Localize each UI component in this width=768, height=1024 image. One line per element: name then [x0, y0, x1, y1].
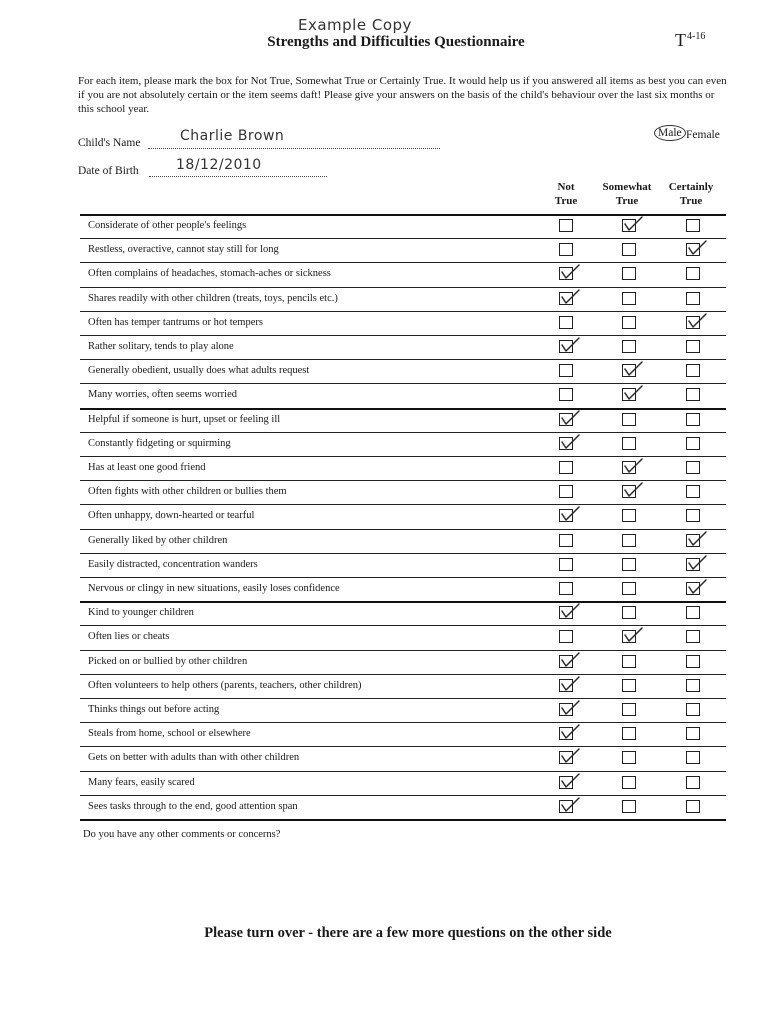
item-label: Thinks things out before acting — [88, 704, 220, 715]
checkbox-somewhat-true[interactable] — [622, 364, 636, 377]
column-header-certainly-true — [656, 180, 726, 208]
column-header-line2: True — [554, 195, 578, 207]
checkbox-certainly-true[interactable] — [686, 558, 700, 571]
check-mark-icon — [559, 433, 581, 451]
turn-over-note: Please turn over - there are a few more questions on the other side — [204, 925, 612, 941]
item-label: Restless, overactive, cannot stay still for long — [88, 244, 279, 256]
checkbox-not-true[interactable] — [559, 292, 573, 305]
form-code-letter: T — [675, 30, 686, 50]
checkbox-somewhat-true[interactable] — [622, 413, 636, 426]
checkbox-somewhat-true[interactable] — [622, 800, 636, 813]
checkbox-not-true[interactable] — [559, 679, 573, 692]
item-label: Generally liked by other children — [88, 534, 228, 546]
checkbox-somewhat-true[interactable] — [622, 461, 636, 474]
column-header-line2: True — [615, 195, 639, 207]
check-mark-icon — [559, 505, 581, 523]
item-label: Picked on or bullied by other children — [88, 655, 248, 667]
check-mark-icon — [686, 530, 708, 548]
item-label: Often fights with other children or bullies them — [88, 486, 287, 498]
item-label: Kind to younger children — [88, 607, 194, 619]
checkbox-somewhat-true[interactable] — [622, 437, 636, 450]
row-divider — [80, 795, 726, 796]
sex-option-male[interactable]: Male — [654, 125, 686, 141]
check-mark-icon — [559, 675, 581, 693]
checkbox-somewhat-true[interactable] — [622, 727, 636, 740]
checkbox-somewhat-true[interactable] — [622, 219, 636, 232]
child-name-line — [148, 148, 440, 149]
dob-label: Date of Birth — [78, 165, 139, 177]
checkbox-certainly-true[interactable] — [686, 630, 700, 643]
checkbox-somewhat-true[interactable] — [622, 243, 636, 256]
form-code-age-range: 4-16 — [687, 31, 706, 42]
checkbox-somewhat-true[interactable] — [622, 606, 636, 619]
checkbox-not-true[interactable] — [559, 364, 573, 377]
checkbox-not-true[interactable] — [559, 630, 573, 643]
checkbox-somewhat-true[interactable] — [622, 655, 636, 668]
check-mark-icon — [622, 626, 644, 644]
checkbox-not-true[interactable] — [559, 727, 573, 740]
check-mark-icon — [686, 578, 708, 596]
item-label: Often has temper tantrums or hot tempers — [88, 316, 263, 328]
checkbox-somewhat-true[interactable] — [622, 485, 636, 498]
row-divider — [80, 287, 726, 288]
checkbox-somewhat-true[interactable] — [622, 534, 636, 547]
row-divider — [80, 722, 726, 723]
checkbox-certainly-true[interactable] — [686, 267, 700, 280]
checkbox-not-true[interactable] — [559, 388, 573, 401]
checkbox-not-true[interactable] — [559, 437, 573, 450]
checkbox-certainly-true[interactable] — [686, 437, 700, 450]
check-mark-icon — [559, 699, 581, 717]
row-divider — [80, 650, 726, 651]
item-label: Many fears, easily scared — [88, 776, 195, 788]
item-label: Often lies or cheats — [88, 631, 170, 643]
row-divider — [80, 601, 726, 603]
checkbox-not-true[interactable] — [559, 534, 573, 547]
check-mark-icon — [559, 796, 581, 814]
checkbox-not-true[interactable] — [559, 800, 573, 813]
checkbox-certainly-true[interactable] — [686, 509, 700, 522]
check-mark-icon — [686, 554, 708, 572]
checkbox-certainly-true[interactable] — [686, 800, 700, 813]
row-divider — [80, 746, 726, 747]
row-divider — [80, 553, 726, 554]
row-divider — [80, 698, 726, 699]
checkbox-certainly-true[interactable] — [686, 340, 700, 353]
item-label: Rather solitary, tends to play alone — [88, 341, 234, 352]
checkbox-somewhat-true[interactable] — [622, 509, 636, 522]
checkbox-not-true[interactable] — [559, 243, 573, 256]
item-label: Helpful if someone is hurt, upset or feeling ill — [88, 413, 281, 425]
check-mark-icon — [559, 409, 581, 427]
checkbox-somewhat-true[interactable] — [622, 582, 636, 595]
item-label: Sees tasks through to the end, good attention span — [88, 800, 298, 812]
column-header-not-true — [531, 180, 601, 208]
row-divider — [80, 529, 726, 530]
instructions-text: For each item, please mark the box for Not True, Somewhat True or Certainly True. It would help us if you answered all items as best you can even if you are not absolutely certain or the item seems daft! Please give your answers on the basis of the child's behaviour over the last six months or this school year. — [78, 75, 727, 115]
check-mark-icon — [686, 239, 708, 257]
check-mark-icon — [559, 651, 581, 669]
row-divider — [80, 771, 726, 772]
row-divider — [80, 577, 726, 578]
check-mark-icon — [622, 457, 644, 475]
row-divider — [80, 819, 726, 821]
check-mark-icon — [686, 312, 708, 330]
checkbox-certainly-true[interactable] — [686, 485, 700, 498]
checkbox-not-true[interactable] — [559, 655, 573, 668]
checkbox-certainly-true[interactable] — [686, 727, 700, 740]
checkbox-not-true[interactable] — [559, 413, 573, 426]
comments-question: Do you have any other comments or concerns? — [83, 829, 281, 840]
item-label: Gets on better with adults than with other children — [88, 752, 300, 764]
row-divider — [80, 674, 726, 675]
check-mark-icon — [622, 215, 644, 233]
item-label: Often unhappy, down-hearted or tearful — [88, 510, 255, 522]
checkbox-certainly-true[interactable] — [686, 316, 700, 329]
checkbox-not-true[interactable] — [559, 219, 573, 232]
checkbox-not-true[interactable] — [559, 485, 573, 498]
checkbox-not-true[interactable] — [559, 267, 573, 280]
check-mark-icon — [559, 723, 581, 741]
item-label: Nervous or clingy in new situations, easily loses confidence — [88, 583, 340, 594]
checkbox-not-true[interactable] — [559, 461, 573, 474]
checkbox-certainly-true[interactable] — [686, 364, 700, 377]
dob-field[interactable]: 18/12/2010 — [176, 157, 262, 173]
check-mark-icon — [559, 336, 581, 354]
row-divider — [80, 311, 726, 312]
item-label: Steals from home, school or elsewhere — [88, 728, 251, 740]
form-code — [675, 30, 705, 51]
checkbox-somewhat-true[interactable] — [622, 751, 636, 764]
item-label: Constantly fidgeting or squirming — [88, 437, 231, 449]
item-label: Often complains of headaches, stomach-aches or sickness — [88, 268, 331, 280]
checkbox-certainly-true[interactable] — [686, 388, 700, 401]
checkbox-certainly-true[interactable] — [686, 751, 700, 764]
check-mark-icon — [622, 481, 644, 499]
column-header-line2: True — [679, 195, 703, 207]
checkbox-somewhat-true[interactable] — [622, 703, 636, 716]
checkbox-not-true[interactable] — [559, 582, 573, 595]
checkbox-certainly-true[interactable] — [686, 292, 700, 305]
checkbox-certainly-true[interactable] — [686, 534, 700, 547]
checkbox-certainly-true[interactable] — [686, 582, 700, 595]
checkbox-not-true[interactable] — [559, 316, 573, 329]
check-mark-icon — [559, 263, 581, 281]
checkbox-certainly-true[interactable] — [686, 679, 700, 692]
checkbox-somewhat-true[interactable] — [622, 679, 636, 692]
column-header-line1: Certainly — [668, 181, 714, 193]
row-divider — [80, 408, 726, 410]
checkbox-certainly-true[interactable] — [686, 776, 700, 789]
item-label: Many worries, often seems worried — [88, 389, 237, 401]
column-header-line1: Not — [557, 181, 575, 193]
checkbox-certainly-true[interactable] — [686, 703, 700, 716]
checkbox-certainly-true[interactable] — [686, 243, 700, 256]
checkbox-certainly-true[interactable] — [686, 606, 700, 619]
item-label: Easily distracted, concentration wanders — [88, 558, 258, 570]
row-divider — [80, 432, 726, 433]
column-header-somewhat-true — [592, 180, 662, 208]
checkbox-not-true[interactable] — [559, 606, 573, 619]
checkbox-not-true[interactable] — [559, 340, 573, 353]
checkbox-not-true[interactable] — [559, 558, 573, 571]
checkbox-not-true[interactable] — [559, 776, 573, 789]
child-name-label: Child's Name — [78, 137, 141, 149]
child-name-field[interactable]: Charlie Brown — [180, 128, 285, 144]
item-label: Shares readily with other children (treats, toys, pencils etc.) — [88, 292, 338, 304]
check-mark-icon — [559, 288, 581, 306]
checkbox-somewhat-true[interactable] — [622, 340, 636, 353]
checkbox-not-true[interactable] — [559, 751, 573, 764]
checkbox-not-true[interactable] — [559, 703, 573, 716]
checkbox-somewhat-true[interactable] — [622, 316, 636, 329]
check-mark-icon — [559, 772, 581, 790]
checkbox-somewhat-true[interactable] — [622, 776, 636, 789]
checkbox-somewhat-true[interactable] — [622, 630, 636, 643]
row-divider — [80, 238, 726, 239]
example-copy-annotation: Example Copy — [298, 16, 412, 34]
check-mark-icon — [622, 360, 644, 378]
checkbox-somewhat-true[interactable] — [622, 292, 636, 305]
item-label: Considerate of other people's feelings — [88, 220, 247, 231]
checkbox-certainly-true[interactable] — [686, 219, 700, 232]
checkbox-somewhat-true[interactable] — [622, 267, 636, 280]
checkbox-certainly-true[interactable] — [686, 413, 700, 426]
checkbox-not-true[interactable] — [559, 509, 573, 522]
form-title: Strengths and Difficulties Questionnaire — [267, 34, 525, 50]
checkbox-somewhat-true[interactable] — [622, 388, 636, 401]
check-mark-icon — [559, 602, 581, 620]
row-divider — [80, 504, 726, 505]
item-label: Has at least one good friend — [88, 462, 206, 473]
checkbox-somewhat-true[interactable] — [622, 558, 636, 571]
checkbox-certainly-true[interactable] — [686, 655, 700, 668]
row-divider — [80, 262, 726, 263]
checkbox-certainly-true[interactable] — [686, 461, 700, 474]
column-header-line1: Somewhat — [602, 181, 652, 193]
check-mark-icon — [622, 384, 644, 402]
check-mark-icon — [559, 747, 581, 765]
item-label: Generally obedient, usually does what adults request — [88, 365, 310, 377]
dob-line — [149, 176, 327, 177]
item-label: Often volunteers to help others (parents, teachers, other children) — [88, 679, 362, 691]
row-divider — [80, 335, 726, 336]
sex-option-female[interactable]: Female — [686, 129, 720, 141]
